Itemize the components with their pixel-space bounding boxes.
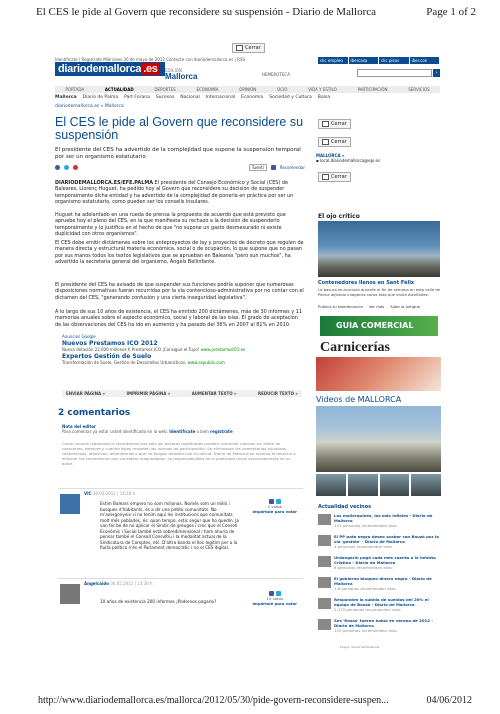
avatar [60,584,80,604]
identify-link[interactable]: Identifícate [169,429,196,434]
main-nav [55,86,440,93]
increase-text-link[interactable]: AUMENTAR TEXTO » [191,391,237,396]
nav-item[interactable]: PARTICIPACIÓN [357,87,388,92]
breadcrumb[interactable]: diariodemallorca.es » Mallorca [55,104,124,109]
print-date: 04/06/2012 [426,695,472,706]
sub-nav-item[interactable]: Part Forana [124,95,150,100]
news-item[interactable]: Ses 'Rosas' fueron había en verano de 2012 - Diario de Mallorca 123 personas recomiendan esto. [318,619,440,633]
sub-nav-item[interactable]: Economía [241,95,264,100]
top-line: Identifícate | Regístrate Miércoles 30 de mayo de 2012 Contacte con diariodemallorca.es | RSS [55,57,246,62]
news-item[interactable]: El gobierno bloquea dinero negro - Diario de Mallorca 1,6 personas recomiendan esto. [318,577,440,591]
editor-notice: Nota del editor Para comentar ya estar usted identificado en la web. Identifícate o bien regístrate [62,424,302,434]
sub-nav-item[interactable]: Internacional [205,95,236,100]
video-thumbnail[interactable] [411,474,441,496]
videos-title: Videos de MALLORCA [316,395,402,404]
nav-item[interactable]: OPINIÓN [239,87,257,92]
ads-label: Anuncios Google [62,334,96,339]
photo-links [318,304,420,309]
print-page-number: Page 1 of 2 [426,6,476,18]
news-item[interactable]: El PP pata negro deseo acabar con Bauzà por la vía 'gestión' - Diario de Mallorca 4 personas recomiendan esto. [318,535,440,549]
carnicerias-title[interactable]: Carnicerías [320,340,390,355]
photo-link[interactable]: Sube la antigua [390,304,420,309]
google-icon[interactable] [73,165,78,170]
guia-comercial-banner[interactable]: GUIA COMERCIAL [320,316,438,336]
news-item[interactable]: Responden la subida de sueldos del 20% el equipo de Bauzà - Diario de Mallorca 2.175 personas recomiendan esto. [318,598,440,612]
article-paragraph: DIARIODEMALLORCA.ES/EFE.PALMA El presidente del Consejo Económico y Social (CES) de Baleares, Llorenç Huguet, ha pedido hoy al Govern que reconsidere su decisión de suspender temporalmente dicha entidad y ha advertido de la complejidad de ponerla en práctica por ser un organismo estatutario, como pueden ser los consells insulares. [55,180,294,205]
print-icon [322,174,329,180]
news-thumbnail [318,577,331,588]
print-icon [322,121,329,127]
news-item[interactable]: Los mallorquines, los más infieles - Diario de Mallorca 153 personas recomiendan esto. [318,514,440,528]
comment-user[interactable]: Angelcaido 30.05.2012 | 13:30 h [84,581,153,586]
facebook-icon[interactable] [55,165,60,170]
mallorca-label[interactable]: MALLORCA » [316,153,345,158]
print-icon [322,139,329,145]
article-dateline: DIARIODEMALLORCA.ES/EFE.PALMA [55,180,153,186]
brand-link[interactable]: iber.con [410,57,441,64]
print-url: http://www.diariodemallorca.es/mallorca/2012/05/30/pide-govern-reconsidere-suspen... [38,695,389,706]
video-thumbnails [316,474,441,496]
comment-text: 10 años de existencia 200 informes ¡Poderoos pagarlo? [100,599,217,604]
news-thumbnail [318,556,331,567]
photo-link[interactable]: Publica tu fotodenuncia [318,304,363,309]
video-player[interactable] [316,406,441,472]
video-thumbnail[interactable] [316,474,346,496]
search-button[interactable] [433,69,440,77]
ojo-critico-photo[interactable] [318,221,440,277]
vote-link[interactable]: Impórtale para votar [252,601,297,606]
video-thumbnail[interactable] [348,474,378,496]
hemeroteca-link[interactable]: HEMEROTECA [262,72,290,77]
sub-nav-item[interactable]: Sucesos [155,95,175,100]
photo-title[interactable]: Contenedores llenos en Sant Fèlix [318,280,415,286]
twitter-icon[interactable] [64,165,69,170]
decrease-text-link[interactable]: REDUCIR TEXTO » [258,391,298,396]
sub-nav-item[interactable]: Sociedad y Cultura [269,95,312,100]
nav-item[interactable]: VIDA Y ESTILO [308,87,337,92]
carnicerias-banner[interactable] [316,357,441,391]
send-page-link[interactable]: ENVIAR PÁGINA » [66,391,106,396]
actualidad-title: Actualidad vecinos [318,504,372,510]
nav-item[interactable]: ECONOMÍA [196,87,219,92]
tuenti-button[interactable]: Tuenti [249,164,267,171]
facebook-like-icon[interactable] [271,165,276,170]
article-paragraph: A lo largo de sus 10 años de existencia, el CES ha emitido 200 dictámenes, más de 30 informes y 11 memorias anuales sobre el aspecto económico, social y laboral de las islas. El grado de aceptación de las observaciones del CES ha ido en aumento y ha pasado del 36% en 2007 al 81% en 2010. [55,309,302,328]
brand-link[interactable]: ibercasa [349,57,380,64]
print-icon [236,45,243,51]
contact-email[interactable]: ▪ local.diariodemallorca@epi.es [316,158,381,163]
nav-item[interactable]: OCIO [277,87,288,92]
print-title: El CES le pide al Govern que reconsidere su suspensión - Diario de Mallorca [36,6,376,18]
ad-title[interactable]: Expertos Gestión de Suelo [62,353,152,360]
article-subtitle: El presidente del CES ha advertido de la complejidad que supone la suspensión temporal por ser un organismo estatutario [55,147,301,160]
ojo-critico-title: El ojo crítico [318,213,360,220]
print-close-button[interactable]: Cerrar [318,172,351,182]
print-page-link[interactable]: IMPRIMIR PÁGINA » [126,391,171,396]
sub-nav-item[interactable]: Bolsa [317,95,330,100]
comment-item [58,578,303,620]
share-bar [62,390,302,397]
nav-item[interactable]: PORTADA [65,87,85,92]
news-thumbnail [318,598,331,609]
sub-nav-item[interactable]: Nacional [180,95,200,100]
article-paragraph: El presidente del CES ha avisado de que suspender sus funciones podría suponer que numerosas disposiciones normativas fueran recurridas por la vía contencioso-administrativa por no contar con el dictamen del CES, "generando confusión y una cierta inseguridad legislativa". [55,282,304,301]
print-close-button[interactable]: Cerrar [318,119,351,129]
chevron-right-icon: › [435,70,438,76]
ad-title[interactable]: Nuevos Prestamos ICO 2012 [62,340,158,347]
edition-label: EDICIÓN [165,68,182,73]
comment-terms: Como usuario registrado le recordamos que sólo los lectores registrados pueden comentar noticias sin límite de caracteres, siempre y cuando éstos respeten las normas de participación. Se eliminarán los comentarios injuriosos, calumniosos, ofensivos, difamatorios o que no tengan relación con la noticia. Diario de Mallorca se reserva el derecho a eliminar los comentarios que considere inapropiados. La responsabilidad de lo publicado recae exclusivamente en su autor. [62,441,296,466]
recommend-link[interactable]: Recomendar [279,165,305,170]
brand-link[interactable]: clic pisos [379,57,410,64]
article-paragraph: Huguet ha adelantado en una rueda de prensa la propuesta de acuerdo que está previsto que apruebe hoy el pleno del CES, en la que manifiesta su rechazo a la decisión de suspenderlo temporalmente y lo justifica en el hecho de que "no supone un gasto desmesurado ni existe duplicidad con otros organismos". [55,212,286,237]
avatar [60,494,80,514]
comment-vote: 10 votos Impórtale para votar [252,591,297,606]
register-link[interactable]: regístrate [210,429,233,434]
nav-item[interactable]: DEPORTES [154,87,176,92]
photo-link[interactable]: Ver más [368,304,385,309]
news-thumbnail [318,535,331,546]
ad-desc: Nueva dotación 22.000 millones € Prestamos ICO ¡Consigue el Tuyo! www.prestamosICO.es [62,347,246,352]
sub-nav-item[interactable]: Diario de Palma [82,95,119,100]
print-close-button[interactable]: Cerrar [318,137,351,147]
mallorca-contact [316,153,380,163]
brand-links [318,57,440,64]
comment-user[interactable]: VIC 30.05.2012 | 14:28 h [84,491,136,496]
news-thumbnail [318,619,331,630]
print-close-button[interactable]: Cerrar [232,43,265,53]
nav-item[interactable]: SERVICIOS [408,87,430,92]
sub-nav [55,95,330,100]
sub-nav-item[interactable]: Mallorca [55,95,77,100]
article-headline: El CES le pide al Govern que reconsidere su suspensión [55,115,304,142]
video-thumbnail[interactable] [380,474,410,496]
comment-item [58,488,303,578]
site-logo[interactable]: diariodemallorca .es [55,62,165,76]
search-input[interactable] [357,69,432,77]
news-thumbnail [318,514,331,525]
comment-text: Estim Balears empero no som milionas. Només som un milió i busques d'habitants, és a dir una petita comunitats. No m'avergonyeix si no tenim aquí les institucions que comunitats molt més poblades, és: quan tempo, estic segur que ho quedín. Ja van fer be de no aplicar el Síndic de greuges i crec que el Consell Econòmic i Social també està sobredimensional i hom ahuria de pensar també el Consell Consultiu i la modalitat actual de la Sindicatura de Comptes, etc. D'altra banda el lloc legitim per a la fiuita política n'és el Parlament democràtic i no el CES digital. [100,501,240,550]
google-ads [62,334,302,365]
comments-title: 2 comentarios [58,408,131,418]
edition-name: Mallorca [165,72,198,81]
social-bar [55,164,305,171]
brand-link[interactable]: clic empleo [318,57,349,64]
news-item[interactable]: Urdangarín pagó cada mes cuenta a la Infanta Cristina - Diario de Mallorca 8 personas recomiendan esto. [318,556,440,570]
photo-description: La basura se acumula durante el fin de semana en esta calle de Palma dejando imágenes como ésta que envía AlexSaitez. [318,287,440,297]
comment-vote: 2 votos Impórtale para votar [252,499,297,514]
ad-desc: Transformación de Suelo, Gestión de Desarrollos Urbanísticos. www.espublic.com [62,360,225,365]
article-paragraph: El CES debe emitir dictámenes sobre los anteproyectos de ley y proyectos de decreto que regulen de manera directa y estructural materia económica, social o de ocupación, lo que supone que no pasan por sus manos todos los textos legislativos que se aprueban en Baleares "pero sun muchos", ha advertido la secretaria general del organismo, Ángels Bellinfante. [55,240,304,265]
facebook-plugin-tag: Plug-in social de Facebook [340,645,380,649]
vote-link[interactable]: Impórtale para votar [252,509,297,514]
nav-item-active[interactable]: ACTUALIDAD [104,87,134,92]
notice-label: Nota del editor [62,424,97,429]
